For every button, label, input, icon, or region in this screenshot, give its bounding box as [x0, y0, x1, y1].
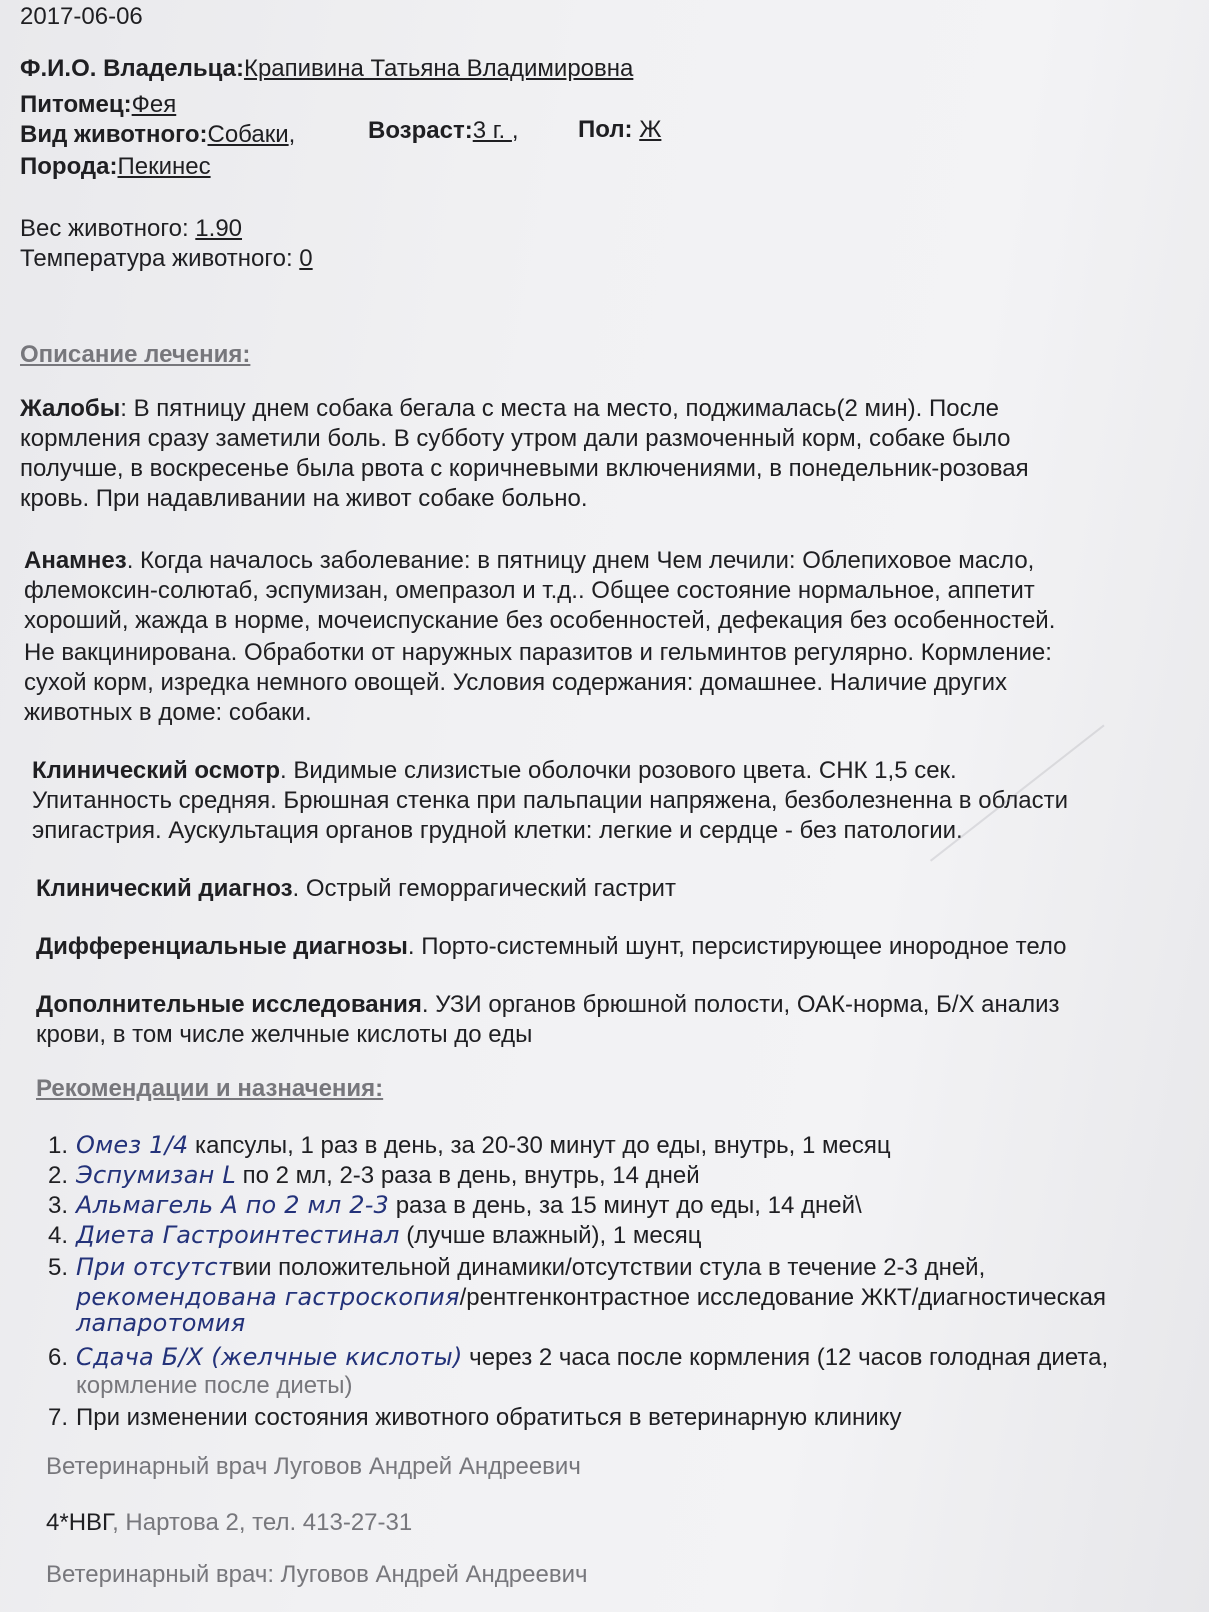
differential-label: Дифференциальные диагнозы: [36, 933, 408, 960]
exam-line-3: эпигастрия. Аускультация органов грудной клетки: легкие и сердце - без патологии.: [32, 817, 963, 844]
temperature-value: 0: [299, 245, 313, 272]
owner-label: Ф.И.О. Владельца:: [20, 55, 244, 82]
treatment-heading: Описание лечения:: [20, 341, 251, 368]
complaints-line-3: получше, в воскресенье была рвота с коричневыми включениями, в понедельник-розовая: [20, 455, 1029, 482]
clinic-row: [46, 1508, 412, 1538]
breed-value: Пекинес: [117, 153, 211, 180]
list-item: 4. Диета Гастроинтестинал (лучше влажный), 1 месяц: [47, 1221, 702, 1249]
additional-text-1: . УЗИ органов брюшной полости, ОАК-норма, Б/Х анализ: [421, 991, 1060, 1018]
complaints-text-1: : В пятницу днем собака бегала с места на место, поджималась(2 мин). После: [120, 395, 999, 422]
owner-value: Крапивина Татьяна Владимировна: [243, 55, 634, 82]
exam-line-1: [32, 756, 957, 786]
complaints-line-2: кормления сразу заметили боль. В субботу утром дали размоченный корм, собаке было: [20, 425, 1011, 452]
sex-label: Пол:: [578, 116, 640, 143]
list-item: лапаротомия: [76, 1309, 246, 1337]
diagnosis-text: . Острый геморрагический гастрит: [292, 875, 676, 902]
exam-text-1: . Видимые слизистые оболочки розового цвета. СНК 1,5 сек.: [280, 757, 957, 784]
breed-label: Порода:: [20, 153, 118, 180]
exam-line-2: Упитанность средняя. Брюшная стенка при пальпации напряжена, безболезненна в области: [32, 787, 1068, 814]
anamnesis-line-2: флемоксин-солютаб, эспумизан, омепразол и т.д.. Общее состояние нормальное, аппетит: [24, 577, 1035, 604]
additional-label: Дополнительные исследования: [36, 991, 422, 1018]
differential-row: [36, 932, 1067, 962]
pet-row: [20, 90, 176, 120]
list-item: 3. Альмагель А по 2 мл 2-3 раза в день, за 15 минут до еды, 14 дней\: [47, 1191, 862, 1219]
clinic-name: 4*НВГ: [46, 1509, 113, 1536]
owner-row: [20, 54, 633, 84]
breed-row: [20, 152, 211, 182]
list-item: кормление после диеты): [76, 1372, 353, 1399]
age-row: [368, 116, 519, 146]
anamnesis-label: Анамнез: [24, 547, 127, 574]
age-value: 3 г.: [472, 117, 512, 144]
clinic-address: , Нартова 2, тел. 413-27-31: [112, 1509, 413, 1536]
species-label: Вид животного:: [20, 121, 208, 148]
complaints-line-4: кровь. При надавливании на живот собаке больно.: [20, 485, 588, 512]
vet-signature-bottom: Ветеринарный врач: Луговов Андрей Андреевич: [46, 1561, 588, 1588]
species-row: [20, 120, 295, 150]
anamnesis-text-1: . Когда началось заболевание: в пятницу днем Чем лечили: Облепиховое масло,: [126, 547, 1035, 574]
additional-line-2: крови, в том числе желчные кислоты до еды: [36, 1021, 533, 1048]
anamnesis-line-6: животных в доме: собаки.: [24, 699, 312, 726]
list-item: 6. Сдача Б/Х (желчные кислоты) через 2 часа после кормления (12 часов голодная диета,: [47, 1343, 1109, 1371]
weight-row: [20, 214, 242, 244]
diagnosis-row: [36, 874, 676, 904]
anamnesis-line-4: Не вакцинирована. Обработки от наружных паразитов и гельминтов регулярно. Кормление:: [24, 639, 1052, 666]
list-item: рекомендована гастроскопия/рентгенконтрастное исследование ЖКТ/диагностическая: [76, 1283, 1107, 1311]
species-value: Собаки: [207, 121, 289, 148]
species-sep: ,: [288, 121, 296, 148]
recommendations-heading: Рекомендации и назначения:: [36, 1075, 384, 1102]
document-date: 2017-06-06: [20, 3, 143, 30]
complaints-line-1: [20, 394, 999, 424]
anamnesis-line-1: [24, 546, 1034, 576]
list-item: 1. Омез 1/4 капсулы, 1 раз в день, за 20-30 минут до еды, внутрь, 1 месяц: [47, 1131, 891, 1159]
weight-value: 1.90: [195, 215, 243, 242]
age-label: Возраст:: [368, 117, 473, 144]
differential-text: . Порто-системный шунт, персистирующее инородное тело: [407, 933, 1067, 960]
complaints-label: Жалобы: [20, 395, 121, 422]
list-item: 2. Эспумизан L по 2 мл, 2-3 раза в день, внутрь, 14 дней: [47, 1161, 700, 1189]
pet-value: Фея: [131, 91, 177, 118]
list-item: 5. При отсутствии положительной динамики/отсутствии стула в течение 2-3 дней,: [47, 1253, 986, 1281]
pet-label: Питомец:: [20, 91, 132, 118]
anamnesis-line-5: сухой корм, изредка немного овощей. Условия содержания: домашнее. Наличие других: [24, 669, 1008, 696]
temperature-label: Температура животного:: [20, 245, 300, 272]
anamnesis-line-3: хороший, жажда в норме, мочеиспускание без особенностей, дефекация без особенностей.: [24, 607, 1056, 634]
diagnosis-label: Клинический диагноз: [36, 875, 293, 902]
temperature-row: [20, 244, 313, 274]
sex-value: Ж: [639, 116, 662, 143]
exam-label: Клинический осмотр: [32, 757, 281, 784]
sex-row: [578, 115, 661, 145]
age-sep: ,: [511, 117, 519, 144]
additional-line-1: [36, 990, 1060, 1020]
vet-signature-top: Ветеринарный врач Луговов Андрей Андреевич: [46, 1453, 581, 1480]
list-item: 7. При изменении состояния животного обратиться в ветеринарную клинику: [47, 1404, 902, 1431]
weight-label: Вес животного:: [20, 215, 196, 242]
